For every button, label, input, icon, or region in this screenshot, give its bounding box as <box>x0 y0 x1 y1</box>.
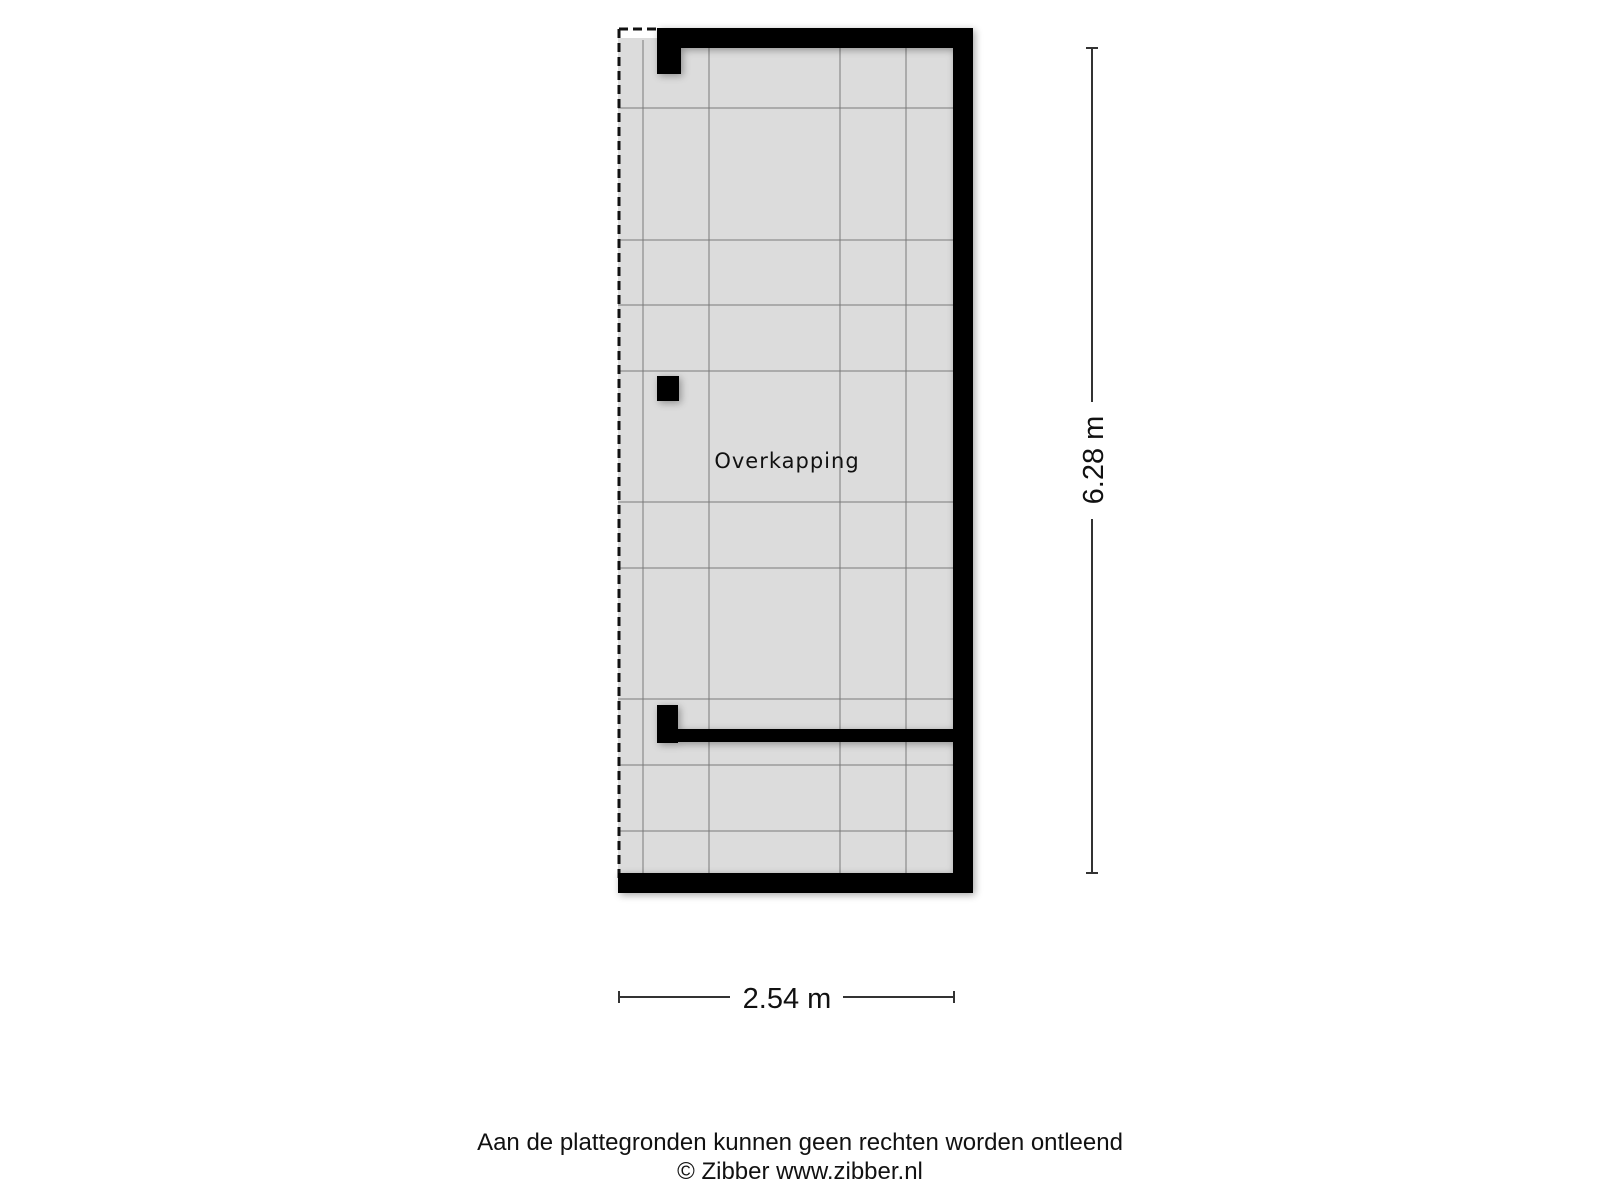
wall-partition <box>657 729 953 742</box>
column-post <box>657 376 679 401</box>
footer <box>0 1128 1600 1186</box>
wall-right <box>953 28 973 893</box>
wall-top-left-stub <box>657 28 681 74</box>
room-label: Overkapping <box>714 449 860 473</box>
wall-bottom <box>618 873 973 893</box>
disclaimer-text: Aan de plattegronden kunnen geen rechten worden ontleend <box>477 1129 1123 1156</box>
width-dimension-label: 2.54 m <box>742 983 832 1015</box>
depth-dimension-label: 6.28 m <box>1078 415 1110 505</box>
wall-top <box>657 28 973 48</box>
copyright-text: © Zibber www.zibber.nl <box>677 1158 923 1185</box>
